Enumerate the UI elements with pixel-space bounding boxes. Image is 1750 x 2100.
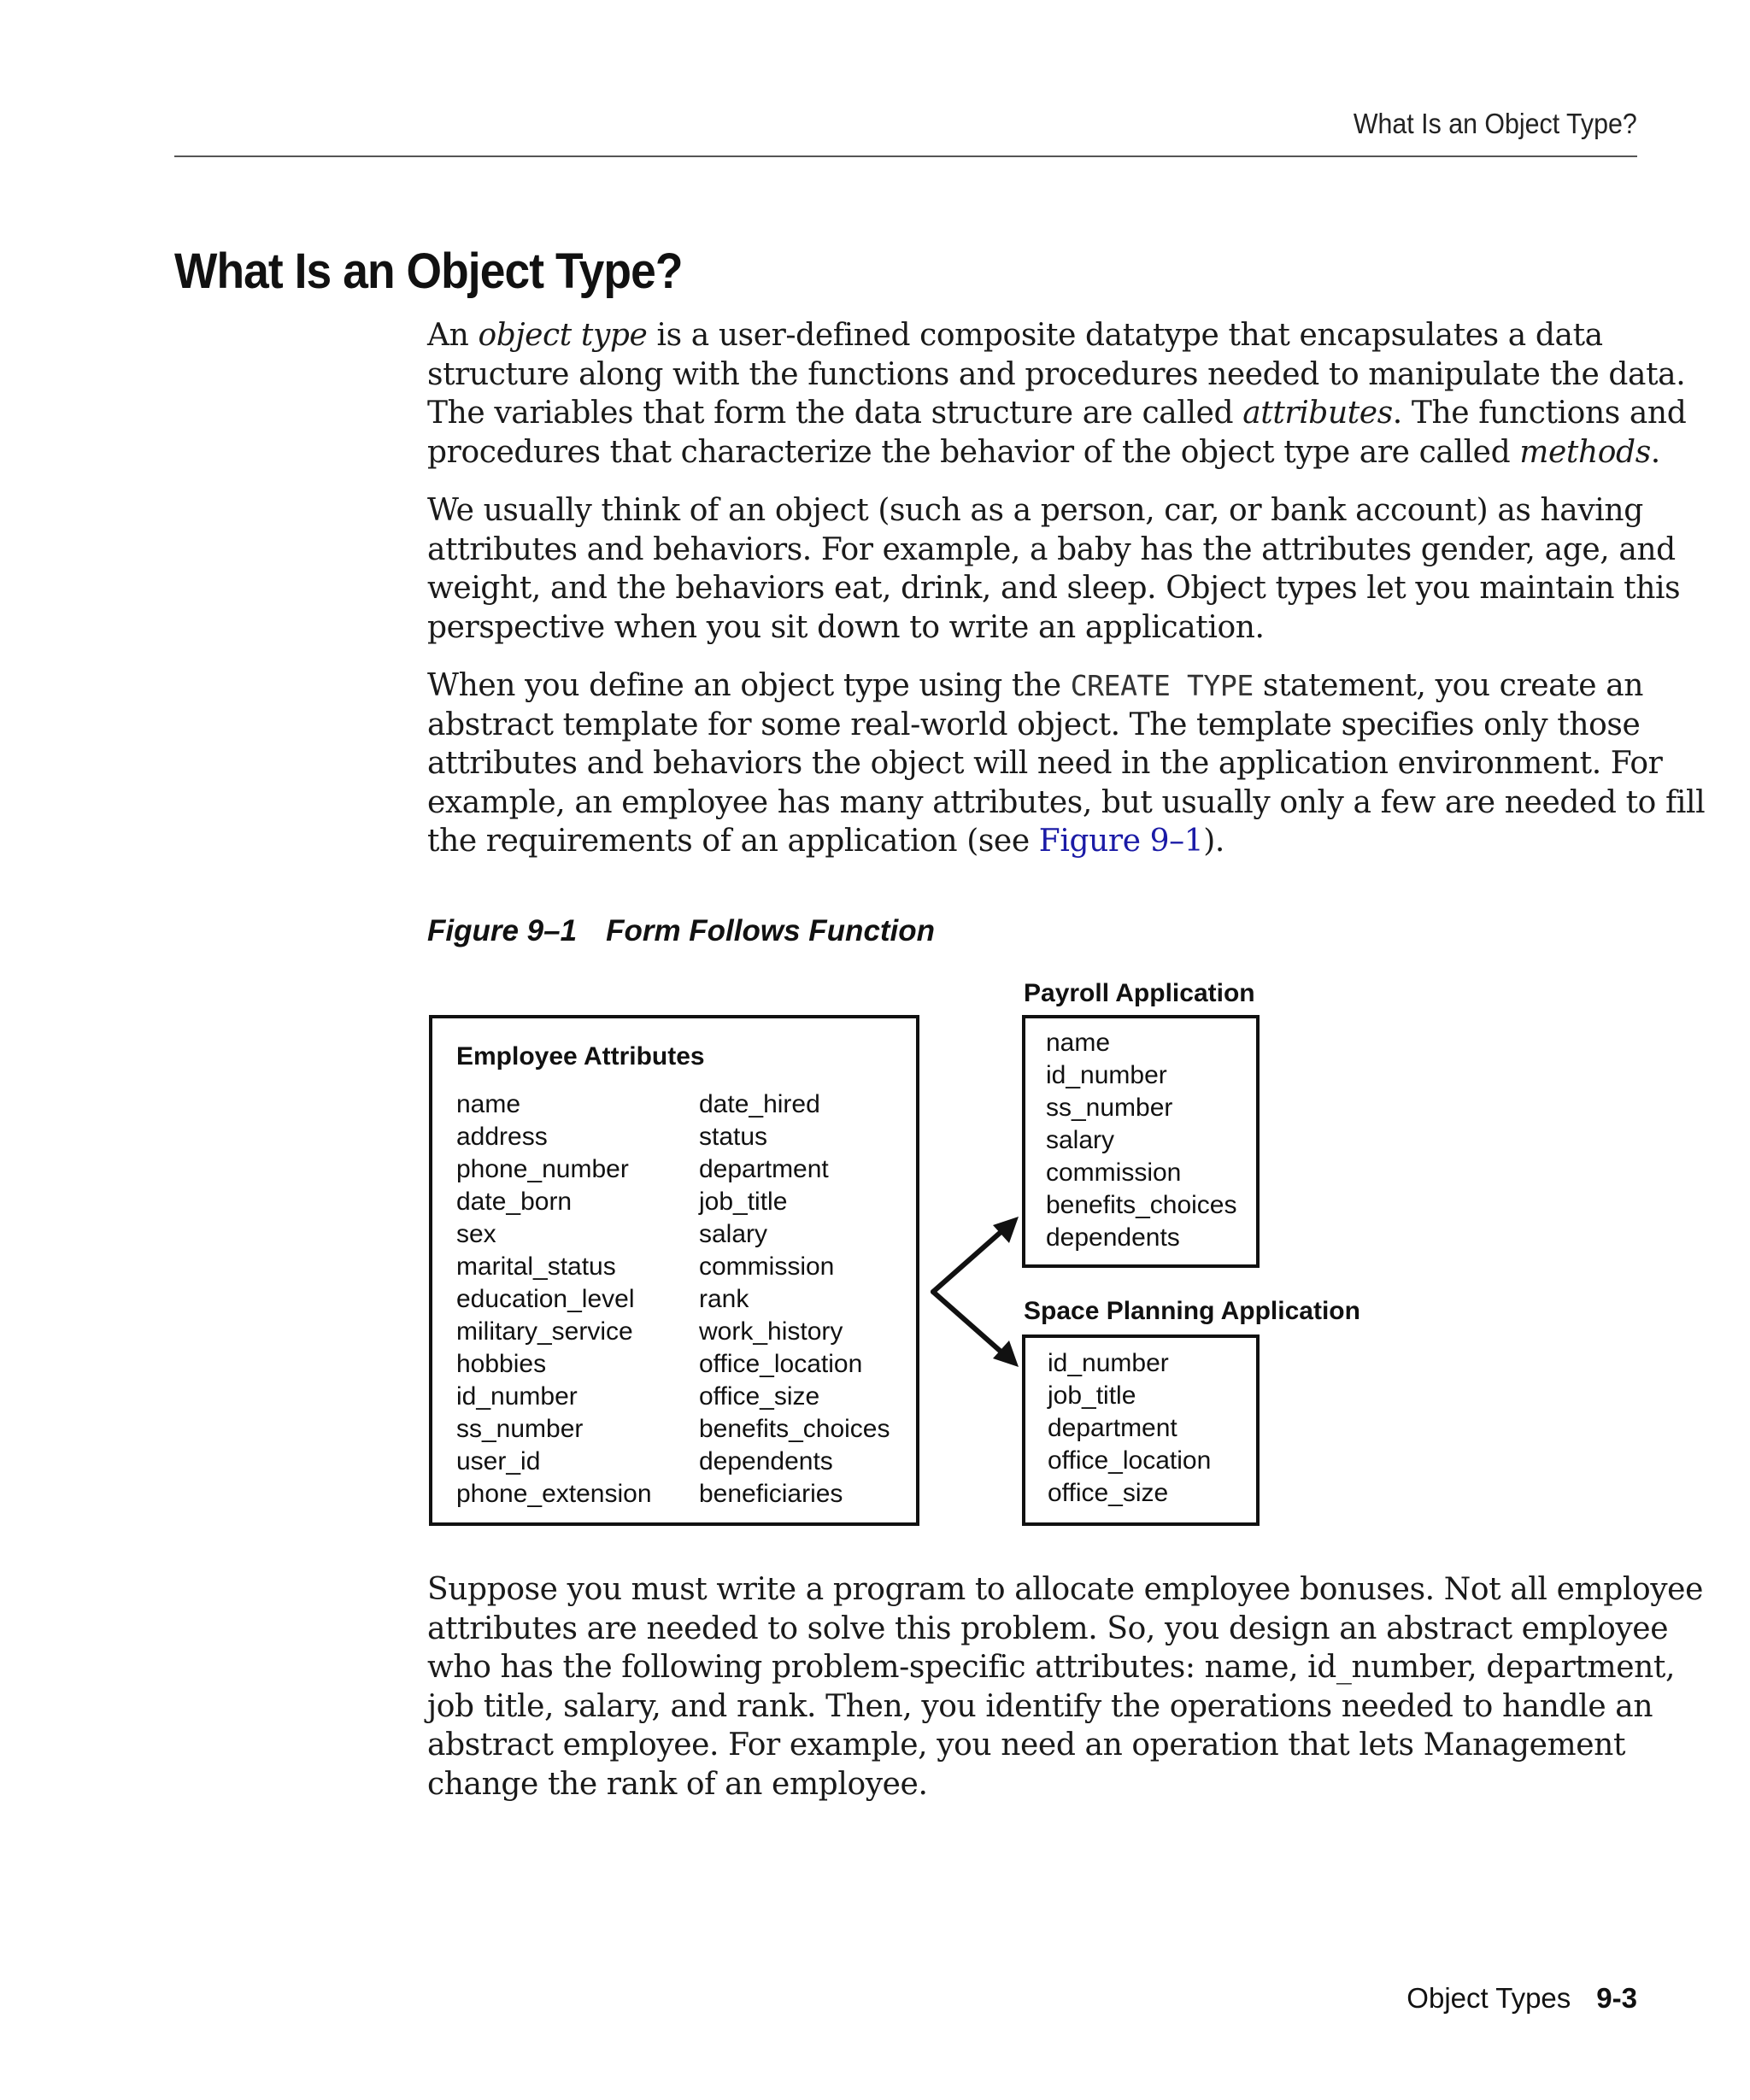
- footer-chapter-title: Object Types: [1406, 1982, 1571, 2014]
- attribute-item: office_location: [1048, 1446, 1212, 1475]
- attribute-item: office_size: [699, 1382, 820, 1411]
- page-footer: [1406, 1982, 1637, 2015]
- branch-arrows-icon: [923, 1213, 1025, 1376]
- figure-caption: [427, 914, 935, 948]
- attribute-item: work_history: [699, 1317, 843, 1346]
- section-title: What Is an Object Type?: [174, 243, 683, 299]
- attribute-item: benefits_choices: [699, 1415, 890, 1443]
- attribute-item: dependents: [699, 1447, 833, 1475]
- attribute-item: beneficiaries: [699, 1480, 843, 1508]
- attribute-item: ss_number: [456, 1415, 584, 1443]
- attribute-item: date_hired: [699, 1090, 820, 1118]
- term-object-type: object type: [478, 318, 648, 353]
- attribute-item: job_title: [1048, 1381, 1136, 1410]
- payroll-application-title: Payroll Application: [1024, 979, 1255, 1007]
- attribute-item: salary: [1046, 1126, 1115, 1154]
- attribute-item: dependents: [1046, 1223, 1180, 1252]
- paragraph-3: When you define an object type using the CREATE TYPE statement, you create an abstract template for some real-world object. The template specifies only those attributes and behaviors the object will need in the application environment. For example, an employee has many attributes, but usually only a few are needed to fill the requirements of an application (see Figure 9–1).: [427, 668, 1706, 859]
- employee-attributes-column-2: [699, 1088, 890, 1510]
- attribute-item: phone_number: [456, 1155, 629, 1183]
- attribute-item: id_number: [1046, 1061, 1167, 1089]
- space-planning-application-title: Space Planning Application: [1024, 1297, 1360, 1325]
- space-planning-attributes-list: [1048, 1347, 1211, 1510]
- attribute-item: rank: [699, 1285, 749, 1313]
- attribute-item: marital_status: [456, 1252, 616, 1281]
- header-rule: [174, 155, 1637, 157]
- page-number: 9-3: [1596, 1982, 1637, 2014]
- attribute-item: id_number: [1048, 1349, 1169, 1377]
- attribute-item: department: [699, 1155, 829, 1183]
- attribute-item: name: [1046, 1029, 1111, 1057]
- attribute-item: date_born: [456, 1188, 573, 1216]
- figure-number: Figure 9–1: [427, 914, 578, 947]
- attribute-item: address: [456, 1123, 548, 1151]
- payroll-attributes-list: [1046, 1027, 1236, 1254]
- attribute-item: commission: [1046, 1159, 1182, 1187]
- paragraph-1: An object type is a user-defined composite datatype that encapsulates a data structure along with the functions and procedures needed to manipulate the data. The variables that form the data structure are called attributes. The functions and procedures that characterize the behavior of the object type are called methods.: [427, 318, 1687, 470]
- term-methods: methods: [1519, 434, 1651, 470]
- paragraph-2: We usually think of an object (such as a person, car, or bank account) as having attributes and behaviors. For example, a baby has the attributes gender, age, and weight, and the behaviors eat, drink, and sleep. Object types let you maintain this perspective when you sit down to write an application.: [427, 493, 1681, 645]
- attribute-item: id_number: [456, 1382, 578, 1411]
- attribute-item: military_service: [456, 1317, 633, 1346]
- running-header: What Is an Object Type?: [1354, 108, 1637, 139]
- attribute-item: department: [1048, 1414, 1177, 1442]
- attribute-item: office_location: [699, 1350, 863, 1378]
- code-create-type: CREATE TYPE: [1070, 669, 1254, 702]
- attribute-item: name: [456, 1090, 521, 1118]
- attribute-item: status: [699, 1123, 768, 1151]
- employee-attributes-title: Employee Attributes: [456, 1042, 705, 1071]
- figure-title: Form Follows Function: [606, 914, 936, 947]
- figure-9-1-link[interactable]: Figure 9–1: [1038, 824, 1204, 859]
- attribute-item: salary: [699, 1220, 768, 1248]
- attribute-item: office_size: [1048, 1479, 1169, 1507]
- attribute-item: hobbies: [456, 1350, 547, 1378]
- term-attributes: attributes: [1242, 396, 1393, 431]
- attribute-item: education_level: [456, 1285, 635, 1313]
- paragraph-4: Suppose you must write a program to allocate employee bonuses. Not all employee attributes are needed to solve this problem. So, you design an abstract employee who has the following problem-specific attributes: name, id_number, department, job title, salary, and rank. Then, you identify the operations needed to handle an abstract employee. For example, you need an operation that lets Management change the rank of an employee.: [427, 1572, 1703, 1802]
- attribute-item: phone_extension: [456, 1480, 652, 1508]
- attribute-item: user_id: [456, 1447, 541, 1475]
- attribute-item: commission: [699, 1252, 835, 1281]
- attribute-item: sex: [456, 1220, 496, 1248]
- attribute-item: job_title: [699, 1188, 788, 1216]
- attribute-item: benefits_choices: [1046, 1191, 1237, 1219]
- employee-attributes-column-1: [456, 1088, 652, 1510]
- attribute-item: ss_number: [1046, 1094, 1173, 1122]
